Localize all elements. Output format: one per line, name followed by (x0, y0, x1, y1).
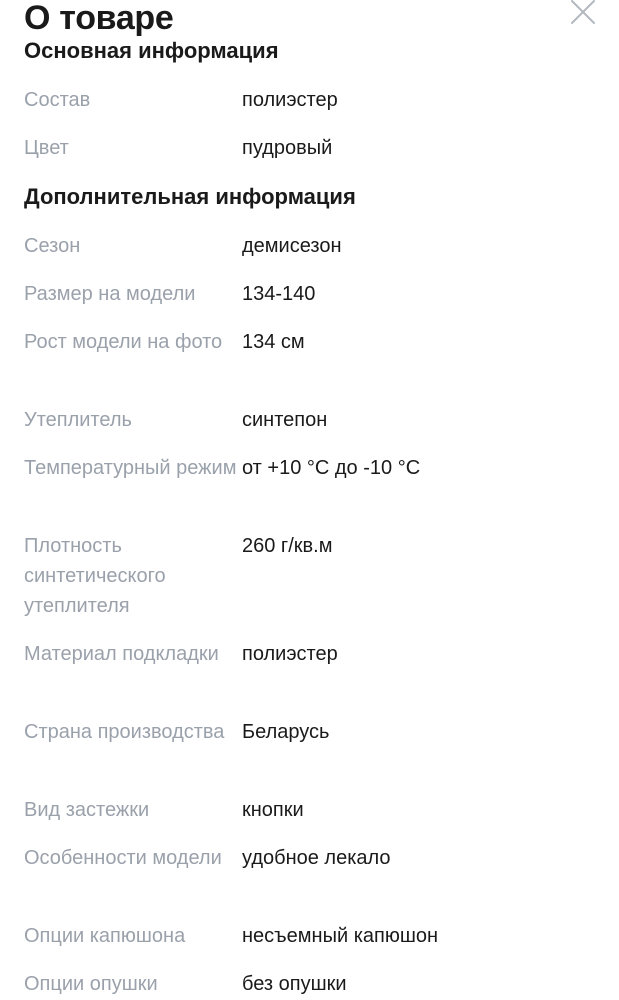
additional-info-list (24, 231, 604, 1000)
row-label: Размер на модели (24, 283, 196, 305)
info-row (24, 405, 604, 453)
info-row (24, 85, 604, 133)
row-value: полиэстер (242, 643, 338, 665)
row-value: пудровый (242, 137, 333, 159)
row-label: Опции опушки (24, 973, 158, 995)
row-value: полиэстер (242, 89, 338, 111)
row-value: несъемный капюшон (242, 925, 439, 947)
row-value: кнопки (242, 799, 304, 821)
info-row (24, 231, 604, 279)
info-row (24, 327, 604, 405)
row-label: Материал подкладки (24, 643, 219, 665)
info-row (24, 921, 604, 969)
row-value: Беларусь (242, 721, 330, 743)
info-row (24, 717, 604, 795)
row-value: 134-140 (242, 283, 316, 305)
info-row (24, 969, 604, 1000)
row-label: Утеплитель (24, 409, 132, 431)
row-label: Страна производства (24, 721, 225, 743)
row-label: Состав (24, 89, 91, 111)
row-label: Вид застежки (24, 799, 150, 821)
close-button[interactable] (569, 0, 597, 24)
page-title: О товаре (24, 0, 174, 37)
info-row (24, 279, 604, 327)
row-label: Особенности модели (24, 847, 222, 869)
row-value: 260 г/кв.м (242, 535, 333, 557)
row-label: Рост модели на фото (24, 331, 223, 353)
row-label: Цвет (24, 137, 69, 159)
info-row (24, 133, 604, 181)
section-heading-main: Основная информация (24, 38, 279, 63)
row-value: удобное лекало (242, 847, 391, 869)
row-value: демисезон (242, 235, 342, 257)
row-value: синтепон (242, 409, 328, 431)
close-icon (569, 0, 597, 24)
main-info-list (24, 85, 604, 181)
row-value: без опушки (242, 973, 347, 995)
row-value: от +10 °C до -10 °C (242, 457, 421, 479)
section-heading-additional: Дополнительная информация (24, 184, 356, 209)
info-row (24, 639, 604, 717)
info-row (24, 795, 604, 843)
info-row (24, 843, 604, 921)
row-label: Плотность синтетического утеплителя (24, 535, 166, 617)
row-label: Опции капюшона (24, 925, 186, 947)
info-row (24, 453, 604, 531)
row-label: Сезон (24, 235, 81, 257)
row-label: Температурный режим (24, 457, 237, 479)
row-value: 134 см (242, 331, 305, 353)
info-row (24, 531, 604, 639)
